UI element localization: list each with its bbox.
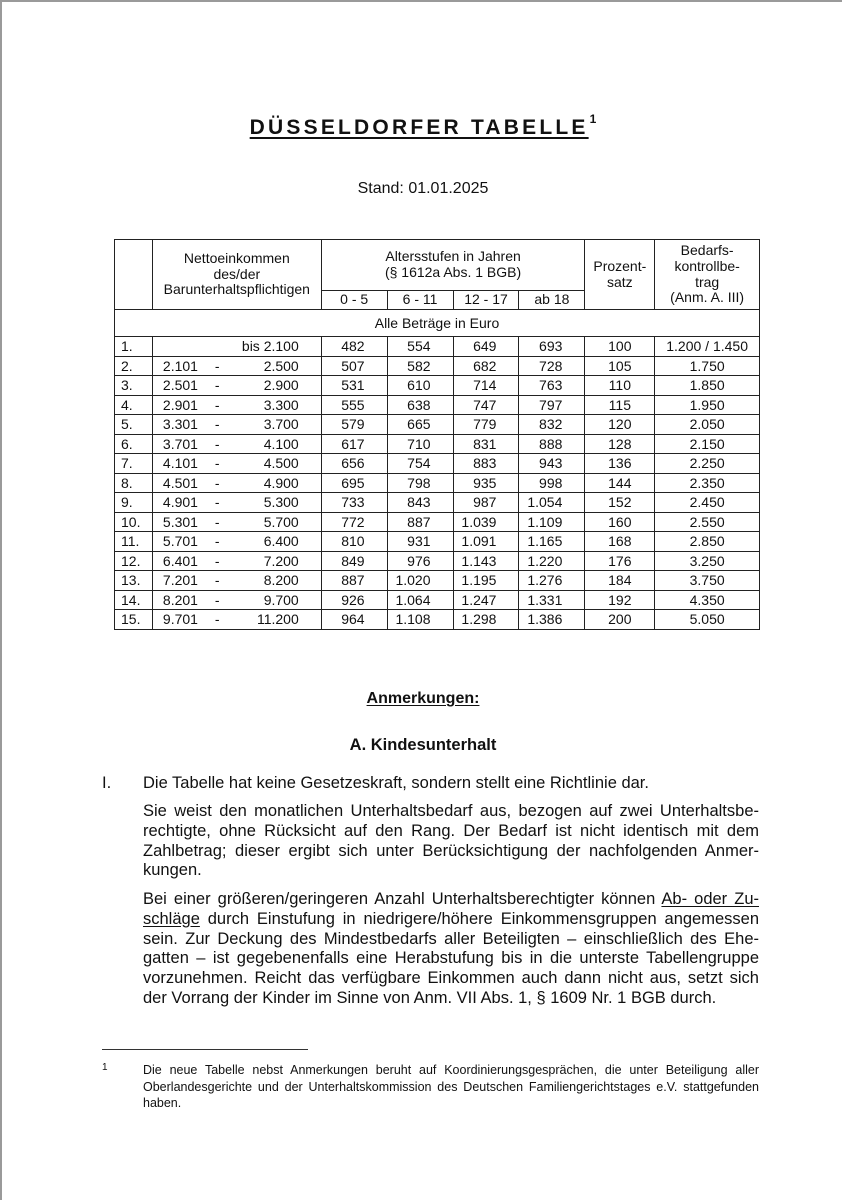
section-heading: A. Kindesunterhalt <box>349 736 497 754</box>
header-age-6-11: 6 - 11 <box>387 291 453 310</box>
income-to: 7.200 <box>263 552 299 569</box>
header-control-line: (Anm. A. III) <box>670 289 745 306</box>
control-amount: 4.350 <box>655 590 760 610</box>
amount-age-18: 693 <box>519 337 585 357</box>
income-to: 3.300 <box>263 396 299 413</box>
header-income-line: des/der <box>213 265 261 282</box>
amount-age-12-17: 987 <box>453 493 519 513</box>
amount-age-12-17: 1.143 <box>453 551 519 571</box>
amount-age-18: 1.276 <box>519 571 585 591</box>
amount-age-12-17: 831 <box>453 434 519 454</box>
income-to: 3.700 <box>263 416 299 432</box>
income-range <box>152 610 321 630</box>
paragraph: Sie weist den monatlichen Unterhaltsbedarf aus, bezogen auf zwei Unterhaltsberechtigte, ohne Rücksicht auf den Rang. Der Bedarf ist nicht identisch mit dem Zahlbetrag; dieser ergibt sich unter Berücksichtigung der nachfolgenden Anmerkungen. <box>143 802 759 880</box>
range-dash: - <box>214 494 220 511</box>
income-to: 4.900 <box>263 474 299 491</box>
support-table <box>114 239 760 630</box>
item-number: I. <box>102 774 112 792</box>
amount-age-0-5: 507 <box>321 356 387 376</box>
header-control-line: Bedarfs- <box>680 242 734 259</box>
table-row <box>115 610 760 630</box>
income-from: 6.401 <box>162 552 198 569</box>
range-dash: - <box>214 533 220 550</box>
header-control-line: kontrollbe- <box>674 257 740 274</box>
amount-age-6-11: 1.020 <box>387 571 453 591</box>
income-to: 6.400 <box>263 533 299 549</box>
income-range <box>152 473 321 493</box>
amount-age-12-17: 1.247 <box>453 590 519 610</box>
header-age-0-5: 0 - 5 <box>321 291 387 310</box>
row-index: 6. <box>115 434 153 454</box>
amount-age-12-17: 747 <box>453 395 519 415</box>
range-dash: - <box>214 377 220 394</box>
percent-rate: 105 <box>585 356 655 376</box>
row-index: 8. <box>115 473 153 493</box>
income-from: 4.501 <box>162 474 198 491</box>
paragraph-text: durch Einstufung in niedrigere/höhere Einkommensgruppen angemessen sein. Zur Deckung des Mindestbedarfs aller Beteiligten – einschließlich des Ehegatten – ist gegebenenfalls eine Herabstufung bis in die unterste Tabellengruppe vorzunehmen. Reicht das verfügbare Einkommen auch dann nicht aus, setzt sich der Vorrang der Kinder im Sinne von Anm. VII Abs. 1, § 1609 Nr. 1 BGB durch. <box>143 909 759 1007</box>
amount-age-6-11: 665 <box>387 415 453 435</box>
table-row <box>115 493 760 513</box>
amount-age-0-5: 733 <box>321 493 387 513</box>
income-to: 9.700 <box>263 591 299 608</box>
income-range <box>152 454 321 474</box>
range-dash: - <box>214 611 220 628</box>
amount-age-6-11: 976 <box>387 551 453 571</box>
income-range <box>152 493 321 513</box>
row-index: 2. <box>115 356 153 376</box>
amount-age-18: 763 <box>519 376 585 396</box>
income-upto: bis 2.100 <box>241 338 299 354</box>
header-age-groups <box>321 240 585 291</box>
header-age-line: (§ 1612a Abs. 1 BGB) <box>384 264 522 280</box>
amount-age-18: 998 <box>519 473 585 493</box>
range-dash: - <box>214 416 220 433</box>
percent-rate: 176 <box>585 551 655 571</box>
amount-age-0-5: 810 <box>321 532 387 552</box>
amount-age-0-5: 579 <box>321 415 387 435</box>
header-income-line: Nettoeinkommen <box>183 249 290 266</box>
percent-rate: 100 <box>585 337 655 357</box>
income-range <box>152 356 321 376</box>
amount-age-12-17: 1.195 <box>453 571 519 591</box>
amount-age-18: 832 <box>519 415 585 435</box>
header-percent-line: satz <box>606 273 633 290</box>
percent-rate: 152 <box>585 493 655 513</box>
header-percent-line: Prozent- <box>593 257 647 274</box>
range-dash: - <box>214 591 220 608</box>
control-amount: 2.050 <box>655 415 760 435</box>
table-row <box>115 356 760 376</box>
effective-date: Stand: 01.01.2025 <box>357 180 489 197</box>
table-row <box>115 571 760 591</box>
row-index: 12. <box>115 551 153 571</box>
table-row <box>115 434 760 454</box>
range-dash: - <box>214 552 220 569</box>
row-index: 15. <box>115 610 153 630</box>
income-from: 9.701 <box>162 611 198 628</box>
row-index: 10. <box>115 512 153 532</box>
amount-age-12-17: 935 <box>453 473 519 493</box>
income-from: 2.101 <box>162 357 198 374</box>
income-range <box>152 512 321 532</box>
amount-age-18: 728 <box>519 356 585 376</box>
document-title-text: DÜSSELDORFER TABELLE <box>249 116 589 139</box>
income-range <box>152 434 321 454</box>
header-age-line: Altersstufen in Jahren <box>385 248 521 265</box>
header-age-18: ab 18 <box>519 291 585 310</box>
table-row <box>115 473 760 493</box>
table-row <box>115 376 760 396</box>
income-from: 3.301 <box>162 416 198 433</box>
paragraph-text: Bei einer größeren/geringeren Anzahl Unterhaltsberechtigter können <box>143 890 662 908</box>
percent-rate: 200 <box>585 610 655 630</box>
amount-age-18: 1.220 <box>519 551 585 571</box>
amount-age-12-17: 1.039 <box>453 512 519 532</box>
range-dash: - <box>214 396 220 413</box>
amount-age-6-11: 887 <box>387 512 453 532</box>
income-range <box>152 571 321 591</box>
header-index <box>115 240 153 310</box>
header-percent <box>585 240 655 310</box>
amount-age-6-11: 554 <box>387 337 453 357</box>
row-index: 7. <box>115 454 153 474</box>
percent-rate: 128 <box>585 434 655 454</box>
amount-age-6-11: 638 <box>387 395 453 415</box>
income-range <box>152 376 321 396</box>
amount-age-12-17: 1.298 <box>453 610 519 630</box>
row-index: 9. <box>115 493 153 513</box>
amount-age-0-5: 695 <box>321 473 387 493</box>
amount-age-18: 1.386 <box>519 610 585 630</box>
amount-age-0-5: 887 <box>321 571 387 591</box>
income-from: 7.201 <box>162 572 198 589</box>
currency-note: Alle Beträge in Euro <box>115 310 760 337</box>
footnote-number: 1 <box>102 1062 108 1073</box>
control-amount: 2.150 <box>655 434 760 454</box>
row-index: 3. <box>115 376 153 396</box>
table-row <box>115 395 760 415</box>
percent-rate: 192 <box>585 590 655 610</box>
income-to: 5.700 <box>263 513 299 530</box>
row-index: 11. <box>115 532 153 552</box>
amount-age-6-11: 1.108 <box>387 610 453 630</box>
amount-age-18: 1.054 <box>519 493 585 513</box>
amount-age-0-5: 555 <box>321 395 387 415</box>
percent-rate: 144 <box>585 473 655 493</box>
range-dash: - <box>214 474 220 491</box>
amount-age-0-5: 656 <box>321 454 387 474</box>
income-to: 8.200 <box>263 572 299 588</box>
amount-age-12-17: 682 <box>453 356 519 376</box>
income-range <box>152 337 321 357</box>
amount-age-18: 888 <box>519 434 585 454</box>
percent-rate: 120 <box>585 415 655 435</box>
control-amount: 1.950 <box>655 395 760 415</box>
income-to: 4.100 <box>263 435 299 452</box>
income-range <box>152 590 321 610</box>
amount-age-0-5: 482 <box>321 337 387 357</box>
percent-rate: 168 <box>585 532 655 552</box>
footnote-marker: 1 <box>589 112 597 126</box>
income-range <box>152 532 321 552</box>
amount-age-0-5: 964 <box>321 610 387 630</box>
percent-rate: 160 <box>585 512 655 532</box>
table-row <box>115 532 760 552</box>
amount-age-6-11: 931 <box>387 532 453 552</box>
income-from: 5.301 <box>162 513 198 530</box>
table-row <box>115 454 760 474</box>
header-income-line: Barunterhaltspflichtigen <box>163 281 310 298</box>
income-range <box>152 415 321 435</box>
amount-age-6-11: 1.064 <box>387 590 453 610</box>
amount-age-6-11: 754 <box>387 454 453 474</box>
income-to: 5.300 <box>263 494 299 510</box>
table-row <box>115 551 760 571</box>
footnote-divider <box>102 1049 308 1050</box>
amount-age-18: 797 <box>519 395 585 415</box>
income-from: 4.101 <box>162 455 198 472</box>
amount-age-12-17: 649 <box>453 337 519 357</box>
amount-age-18: 1.109 <box>519 512 585 532</box>
income-from: 2.901 <box>162 396 198 413</box>
amount-age-6-11: 610 <box>387 376 453 396</box>
control-amount: 2.350 <box>655 473 760 493</box>
percent-rate: 115 <box>585 395 655 415</box>
row-index: 5. <box>115 415 153 435</box>
range-dash: - <box>214 455 220 472</box>
income-range <box>152 551 321 571</box>
percent-rate: 110 <box>585 376 655 396</box>
income-from: 2.501 <box>162 377 198 394</box>
amount-age-0-5: 617 <box>321 434 387 454</box>
amount-age-18: 1.165 <box>519 532 585 552</box>
row-index: 14. <box>115 590 153 610</box>
amount-age-0-5: 926 <box>321 590 387 610</box>
document-title <box>2 112 842 140</box>
income-from: 4.901 <box>162 494 198 511</box>
header-age-12-17: 12 - 17 <box>453 291 519 310</box>
control-amount: 1.750 <box>655 356 760 376</box>
range-dash: - <box>214 513 220 530</box>
amount-age-18: 943 <box>519 454 585 474</box>
row-index: 1. <box>115 337 153 357</box>
amount-age-0-5: 531 <box>321 376 387 396</box>
table-row <box>115 337 760 357</box>
amount-age-0-5: 772 <box>321 512 387 532</box>
paragraph: Die Tabelle hat keine Gesetzeskraft, sondern stellt eine Richtlinie dar. <box>143 774 649 792</box>
header-income <box>152 240 321 310</box>
income-from: 5.701 <box>162 533 198 550</box>
control-amount: 2.850 <box>655 532 760 552</box>
control-amount: 3.750 <box>655 571 760 591</box>
control-amount: 1.850 <box>655 376 760 396</box>
notes-heading-text: Anmerkungen: <box>366 690 480 707</box>
amount-age-0-5: 849 <box>321 551 387 571</box>
amount-age-12-17: 1.091 <box>453 532 519 552</box>
amount-age-12-17: 779 <box>453 415 519 435</box>
header-control-amount <box>655 240 760 310</box>
income-from: 8.201 <box>162 591 198 608</box>
table-row <box>115 415 760 435</box>
range-dash: - <box>214 357 220 374</box>
paragraph <box>143 890 759 1009</box>
underlined-phrase: Ab- oder Zuschläge <box>143 890 759 928</box>
table-row <box>115 590 760 610</box>
control-amount: 5.050 <box>655 610 760 630</box>
control-amount: 1.200 / 1.450 <box>655 337 760 357</box>
percent-rate: 184 <box>585 571 655 591</box>
amount-age-12-17: 883 <box>453 454 519 474</box>
income-to: 11.200 <box>256 611 299 627</box>
header-control-line: trag <box>695 273 720 290</box>
percent-rate: 136 <box>585 454 655 474</box>
notes-heading <box>2 690 842 708</box>
footnote-text: Die neue Tabelle nebst Anmerkungen beruht auf Koordinierungsgesprächen, die unter Beteiligung aller Oberlandesgerichte und der Unterhaltskommission des Deutschen Familiengerichtstages e.V. stattgefunden haben. <box>143 1063 759 1111</box>
amount-age-18: 1.331 <box>519 590 585 610</box>
amount-age-6-11: 798 <box>387 473 453 493</box>
income-to: 2.500 <box>263 357 299 374</box>
amount-age-6-11: 582 <box>387 356 453 376</box>
income-to: 2.900 <box>263 377 299 393</box>
amount-age-6-11: 843 <box>387 493 453 513</box>
range-dash: - <box>214 435 220 452</box>
control-amount: 2.450 <box>655 493 760 513</box>
income-range <box>152 395 321 415</box>
control-amount: 2.250 <box>655 454 760 474</box>
row-index: 4. <box>115 395 153 415</box>
control-amount: 3.250 <box>655 551 760 571</box>
income-from: 3.701 <box>162 435 198 452</box>
amount-age-12-17: 714 <box>453 376 519 396</box>
range-dash: - <box>214 572 220 589</box>
income-to: 4.500 <box>263 455 299 471</box>
table-row <box>115 512 760 532</box>
control-amount: 2.550 <box>655 512 760 532</box>
amount-age-6-11: 710 <box>387 434 453 454</box>
row-index: 13. <box>115 571 153 591</box>
